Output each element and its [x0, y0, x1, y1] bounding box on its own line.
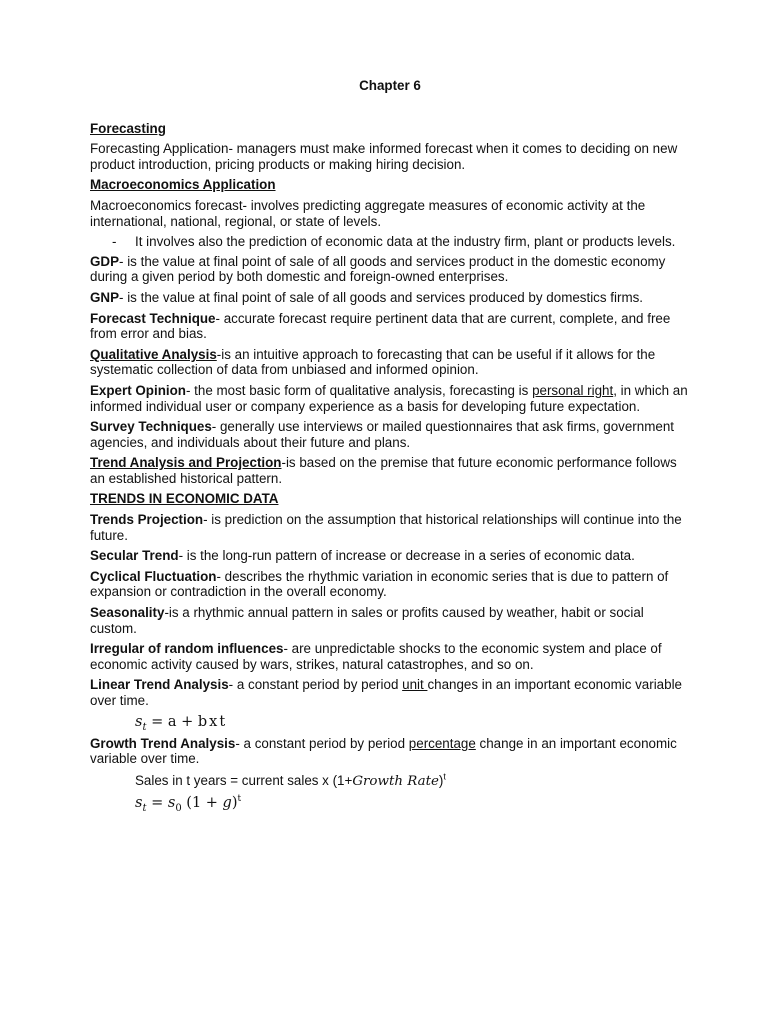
growth-trend-paragraph: [90, 736, 690, 767]
growth-rate-math: Growth Rate: [352, 773, 439, 789]
cyclical-fluctuation-term: Cyclical Fluctuation: [90, 568, 217, 584]
gdp-text: - is the value at final point of sale of all goods and services product in the domestic economy during a given period by both domestic and foreign-owned enterprises.: [90, 253, 666, 285]
cyclical-fluctuation-text: - describes the rhythmic variation in economic series that is due to pattern of expansion or contradiction in the overall economy.: [90, 568, 669, 600]
growth-formula-exponent: t: [237, 794, 242, 805]
growth-trend-formula: [135, 794, 690, 815]
growth-formula-rest: (1 +: [181, 795, 223, 812]
gnp-term: GNP: [90, 289, 120, 305]
growth-formula-subscript: t: [142, 803, 147, 815]
growth-trend-term: Growth Trend Analysis: [90, 735, 236, 751]
linear-trend-text-a: - a constant period by period: [228, 677, 403, 693]
qualitative-analysis-text: -is an intuitive approach to forecasting that can be useful if it allows for the systematic collection of data from unbiased and informed opinion.: [90, 346, 656, 378]
trends-heading: [90, 491, 690, 507]
gdp-paragraph: [90, 254, 690, 285]
expert-opinion-underlined: personal right: [532, 382, 614, 398]
secular-trend-term: Secular Trend: [90, 548, 179, 564]
forecast-technique-text: - accurate forecast require pertinent data that are current, complete, and free from error and bias.: [90, 310, 671, 342]
expert-opinion-text-b: , in which an informed individual user or company experience as a basis for developing future expectation.: [90, 382, 688, 414]
forecasting-heading: [90, 121, 690, 137]
macroeconomics-paragraph: Macroeconomics forecast- involves predicting aggregate measures of economic activity at the international, national, regional, or state of levels.: [90, 197, 646, 229]
macroeconomics-heading: [90, 177, 690, 193]
trends-projection-text: - is prediction on the assumption that historical relationships will continue into the future.: [90, 512, 682, 543]
formula-subscript: t: [142, 721, 147, 733]
growth-formula-lhs: s: [135, 795, 143, 812]
macroeconomics-heading-text: Macroeconomics Application: [90, 177, 276, 193]
formula-rhs-t: t: [219, 713, 226, 730]
trends-projection-paragraph: [90, 512, 690, 543]
formula-lhs: s: [135, 713, 143, 730]
growth-formula-s0-subscript: 0: [175, 803, 182, 815]
gnp-text: - is the value at final point of sale of all goods and services produced by domestics firms.: [119, 289, 644, 305]
seasonality-term: Seasonality: [90, 605, 165, 621]
irregular-influences-term: Irregular of random influences: [90, 641, 284, 657]
formula-rhs-a: = a +: [146, 713, 198, 730]
growth-formula-close: ): [231, 795, 238, 812]
trend-analysis-text: -is based on the premise that future economic performance follows an established historical pattern.: [90, 455, 677, 486]
sales-equation-text: Sales in t years = current sales x (1+: [135, 772, 353, 788]
trend-analysis-term: Trend Analysis and Projection: [90, 455, 282, 471]
survey-techniques-term: Survey Techniques: [90, 419, 212, 435]
expert-opinion-text-a: - the most basic form of qualitative analysis, forecasting is: [185, 382, 533, 398]
growth-formula-eq: =: [146, 795, 168, 812]
sales-equation-close: ): [438, 772, 444, 788]
bullet-text: It involves also the prediction of economic data at the industry firm, plant or products levels.: [135, 234, 676, 250]
sales-equation-exponent: t: [443, 771, 446, 782]
forecast-technique-paragraph: [90, 311, 690, 342]
linear-trend-paragraph: [90, 677, 690, 708]
growth-formula-g: g: [222, 795, 232, 812]
qualitative-analysis-term: Qualitative Analysis: [90, 346, 217, 362]
cyclical-fluctuation-paragraph: [90, 569, 690, 600]
secular-trend-paragraph: [90, 548, 690, 564]
gnp-paragraph: [90, 290, 690, 306]
trends-heading-text: TRENDS IN ECONOMIC DATA: [90, 491, 279, 507]
sales-growth-equation: [135, 773, 690, 790]
irregular-influences-text: - are unpredictable shocks to the economic system and place of economic activity caused by wars, strikes, natural catastrophes, and so on.: [90, 641, 662, 672]
document-page: [90, 78, 690, 817]
survey-techniques-text: - generally use interviews or mailed questionnaires that ask firms, government agencies, and individuals about their future and plans.: [90, 419, 674, 450]
forecasting-application-text: - managers must make informed forecast when it comes to deciding on new product introduction, pricing products or making hiring decision.: [90, 141, 678, 172]
irregular-influences-paragraph: [90, 641, 690, 672]
linear-trend-term: Linear Trend Analysis: [90, 677, 229, 693]
growth-trend-text-b: change in an important economic variable over time.: [90, 735, 677, 767]
macroeconomics-bullet: [90, 234, 690, 250]
trend-analysis-paragraph: [90, 455, 690, 486]
qualitative-analysis-paragraph: [90, 347, 690, 378]
seasonality-text: -is a rhythmic annual pattern in sales or profits caused by weather, habit or social custom.: [90, 605, 644, 636]
growth-formula-s0: s: [167, 795, 176, 812]
formula-rhs-b: b: [197, 713, 208, 730]
forecasting-heading-text: Forecasting: [90, 120, 166, 136]
bullet-dash: -: [112, 234, 117, 250]
secular-trend-text: - is the long-run pattern of increase or decrease in a series of economic data.: [178, 548, 635, 564]
chapter-title: Chapter 6: [359, 78, 421, 93]
forecasting-application-paragraph: [90, 141, 690, 172]
linear-trend-underlined: unit: [402, 677, 428, 693]
formula-rhs-x: x: [209, 713, 218, 730]
gdp-term: GDP: [90, 253, 120, 269]
expert-opinion-paragraph: [90, 383, 690, 414]
expert-opinion-term: Expert Opinion: [90, 382, 186, 398]
growth-trend-underlined: percentage: [408, 735, 476, 751]
linear-trend-formula: [135, 714, 690, 731]
survey-techniques-paragraph: [90, 419, 690, 450]
forecasting-application-term: Forecasting Application: [90, 141, 229, 157]
linear-trend-text-b: changes in an important economic variable over time.: [90, 677, 683, 708]
forecast-technique-term: Forecast Technique: [90, 310, 216, 326]
trends-projection-term: Trends Projection: [90, 512, 204, 528]
seasonality-paragraph: [90, 605, 690, 636]
growth-trend-text-a: - a constant period by period: [235, 735, 409, 751]
